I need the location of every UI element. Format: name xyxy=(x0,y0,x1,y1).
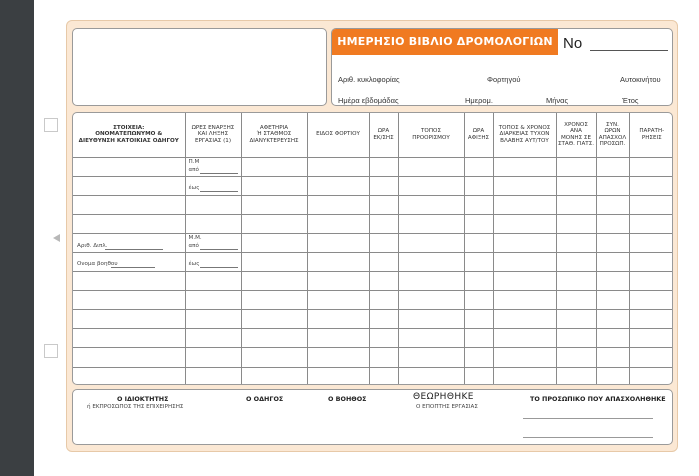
table-cell[interactable] xyxy=(556,214,596,233)
pm-label: Μ.Μ. xyxy=(188,234,202,241)
table-cell[interactable] xyxy=(596,214,629,233)
table-cell[interactable] xyxy=(241,291,307,310)
column-header-text: ΑΦΕΤΗΡΙΑ xyxy=(259,124,289,131)
table-cell[interactable] xyxy=(596,233,629,252)
truck-label: Φορτηγού xyxy=(487,75,521,84)
table-cell[interactable] xyxy=(307,348,369,367)
table-cell[interactable] xyxy=(369,367,398,385)
table-cell[interactable] xyxy=(241,348,307,367)
table-cell[interactable] xyxy=(556,176,596,195)
table-cell[interactable] xyxy=(185,214,241,233)
table-cell[interactable] xyxy=(398,157,464,176)
table-cell[interactable] xyxy=(369,329,398,348)
table-cell[interactable] xyxy=(464,157,493,176)
column-header xyxy=(629,113,673,157)
table-cell[interactable] xyxy=(629,367,673,385)
column-header-text: ΤΟΠΟΣ & ΧΡΟΝΟΣ xyxy=(498,124,551,131)
table-cell[interactable] xyxy=(464,367,493,385)
table-cell[interactable] xyxy=(185,157,241,176)
table-row xyxy=(73,348,673,367)
table-cell[interactable] xyxy=(73,348,185,367)
column-header-text: ΑΠΑΣΧΟΛ xyxy=(598,134,627,141)
table-cell[interactable] xyxy=(493,310,556,329)
table-cell[interactable] xyxy=(307,310,369,329)
fill-line xyxy=(111,267,155,268)
table-cell[interactable] xyxy=(629,329,673,348)
table-cell[interactable] xyxy=(398,348,464,367)
table-cell[interactable] xyxy=(398,329,464,348)
table-row xyxy=(73,310,673,329)
to-label: έως xyxy=(188,260,200,267)
form-sheet xyxy=(66,20,678,452)
table-cell[interactable] xyxy=(629,214,673,233)
table-cell[interactable] xyxy=(73,367,185,385)
table-cell[interactable] xyxy=(307,272,369,291)
column-header xyxy=(493,113,556,157)
column-header-text: ΠΡΟΣΩΠ. xyxy=(599,141,626,148)
column-header xyxy=(596,113,629,157)
table-cell[interactable] xyxy=(464,252,493,271)
table-cell[interactable] xyxy=(493,195,556,214)
table-cell[interactable] xyxy=(73,195,185,214)
column-header xyxy=(241,113,307,157)
weekday-label: Ημέρα εβδομάδας xyxy=(338,96,399,105)
table-row xyxy=(73,291,673,310)
table-cell[interactable] xyxy=(73,310,185,329)
table-cell[interactable] xyxy=(241,157,307,176)
table-cell[interactable] xyxy=(398,176,464,195)
table-cell[interactable] xyxy=(596,195,629,214)
table-row xyxy=(73,176,673,195)
table-cell[interactable] xyxy=(398,195,464,214)
table-cell[interactable] xyxy=(398,252,464,271)
table-cell[interactable] xyxy=(464,310,493,329)
table-cell[interactable] xyxy=(307,233,369,252)
routes-grid xyxy=(73,113,673,385)
punch-hole xyxy=(44,344,58,358)
table-cell[interactable] xyxy=(556,233,596,252)
owner-sub-label: ή ΕΚΠΡΟΣΩΠΟΣ ΤΗΣ ΕΠΙΧΕΙΡΗΣΗΣ xyxy=(87,404,184,410)
table-cell[interactable] xyxy=(493,233,556,252)
table-cell[interactable] xyxy=(241,272,307,291)
to-label: έως xyxy=(188,184,200,191)
table-cell[interactable] xyxy=(629,272,673,291)
table-cell[interactable] xyxy=(185,272,241,291)
table-row xyxy=(73,367,673,385)
table-cell[interactable] xyxy=(185,233,241,252)
table-cell[interactable] xyxy=(493,272,556,291)
table-cell[interactable] xyxy=(398,367,464,385)
date-label: Ημερομ. xyxy=(465,96,493,105)
fill-line xyxy=(105,249,163,250)
table-cell[interactable] xyxy=(493,214,556,233)
table-cell[interactable] xyxy=(185,176,241,195)
table-cell[interactable] xyxy=(73,272,185,291)
table-cell[interactable] xyxy=(73,329,185,348)
fill-line xyxy=(200,267,238,268)
table-cell[interactable] xyxy=(629,348,673,367)
table-cell[interactable] xyxy=(493,176,556,195)
table-cell[interactable] xyxy=(73,176,185,195)
table-cell[interactable] xyxy=(629,233,673,252)
column-header xyxy=(73,113,185,157)
column-header-text: ΧΡΟΝΟΣ ΑΝΑ xyxy=(564,121,588,135)
table-cell[interactable] xyxy=(596,329,629,348)
table-cell[interactable] xyxy=(629,291,673,310)
table-cell[interactable] xyxy=(241,367,307,385)
signature-area xyxy=(72,389,673,445)
company-stamp-area xyxy=(72,28,327,106)
table-cell[interactable] xyxy=(73,157,185,176)
column-header xyxy=(185,113,241,157)
table-cell[interactable] xyxy=(556,252,596,271)
column-header xyxy=(398,113,464,157)
table-cell[interactable] xyxy=(241,252,307,271)
number-label: No xyxy=(563,35,583,52)
table-cell[interactable] xyxy=(185,367,241,385)
table-cell[interactable] xyxy=(596,272,629,291)
table-cell[interactable] xyxy=(556,310,596,329)
table-cell[interactable] xyxy=(493,348,556,367)
vehicle-label: Αυτοκινήτου xyxy=(620,75,661,84)
table-cell[interactable] xyxy=(464,291,493,310)
table-cell[interactable] xyxy=(307,195,369,214)
table-cell[interactable] xyxy=(493,252,556,271)
year-label: Έτος xyxy=(622,96,639,105)
table-cell[interactable] xyxy=(398,272,464,291)
license-number-label: Αριθ. Διπλ. xyxy=(77,242,108,249)
table-cell[interactable] xyxy=(556,348,596,367)
table-cell[interactable] xyxy=(185,348,241,367)
form-header xyxy=(331,28,673,106)
table-cell[interactable] xyxy=(307,367,369,385)
table-cell[interactable] xyxy=(596,252,629,271)
inspector-label: Ο ΕΠΟΠΤΗΣ ΕΡΓΑΣΙΑΣ xyxy=(416,404,478,410)
table-cell[interactable] xyxy=(185,195,241,214)
table-row xyxy=(73,195,673,214)
table-cell[interactable] xyxy=(629,310,673,329)
table-cell[interactable] xyxy=(629,195,673,214)
table-cell[interactable] xyxy=(185,310,241,329)
table-cell[interactable] xyxy=(241,310,307,329)
month-label: Μήνας xyxy=(546,96,569,105)
table-cell[interactable] xyxy=(464,214,493,233)
column-header-text: ΔΙΑΝΥΚΤΕΡΕΥΣΗΣ xyxy=(249,138,299,145)
column-header-text: ΩΡΑ xyxy=(377,128,390,135)
table-cell[interactable] xyxy=(398,291,464,310)
table-cell[interactable] xyxy=(556,291,596,310)
from-label: από xyxy=(188,242,199,249)
column-header-text: ΒΛΑΒΗΣ ΑΥΤ/ΤΟΥ xyxy=(500,138,549,145)
punch-hole xyxy=(44,118,58,132)
table-cell[interactable] xyxy=(73,214,185,233)
table-cell[interactable] xyxy=(556,272,596,291)
table-cell[interactable] xyxy=(556,329,596,348)
table-row xyxy=(73,233,673,252)
fold-mark xyxy=(53,234,60,242)
column-header-text: ΠΑΡΑΤΗ- xyxy=(639,128,665,135)
table-cell[interactable] xyxy=(493,291,556,310)
table-cell[interactable] xyxy=(464,233,493,252)
table-row xyxy=(73,272,673,291)
column-header-text: ΕΡΓΑΣΙΑΣ (1) xyxy=(194,138,232,145)
table-row xyxy=(73,157,673,176)
table-cell[interactable] xyxy=(556,157,596,176)
table-cell[interactable] xyxy=(369,252,398,271)
table-row xyxy=(73,214,673,233)
table-cell[interactable] xyxy=(464,348,493,367)
staff-label: ΤΟ ΠΡΟΣΩΠΙΚΟ ΠΟΥ ΑΠΑΣΧΟΛΗΘΗΚΕ xyxy=(530,395,666,403)
driver-label: Ο ΟΔΗΓΟΣ xyxy=(246,395,284,403)
table-cell[interactable] xyxy=(241,233,307,252)
table-cell[interactable] xyxy=(185,329,241,348)
staff-line xyxy=(523,418,653,419)
column-header xyxy=(307,113,369,157)
fill-line xyxy=(200,249,238,250)
column-header-text: ΣΤΟΙΧΕΙΑ: xyxy=(113,124,145,131)
column-header-text: ΣΥΝ. ΩΡΩΝ xyxy=(604,121,621,135)
table-header-row xyxy=(73,113,673,157)
table-cell[interactable] xyxy=(596,310,629,329)
table-cell[interactable] xyxy=(241,214,307,233)
table-cell[interactable] xyxy=(369,348,398,367)
table-cell[interactable] xyxy=(369,157,398,176)
table-cell[interactable] xyxy=(307,252,369,271)
table-cell[interactable] xyxy=(241,195,307,214)
table-cell[interactable] xyxy=(493,157,556,176)
table-cell[interactable] xyxy=(596,348,629,367)
table-cell[interactable] xyxy=(369,195,398,214)
table-cell[interactable] xyxy=(307,214,369,233)
column-header xyxy=(556,113,596,157)
table-cell[interactable] xyxy=(596,291,629,310)
column-header-text: ΔΙΑΡΚΕΙΑΣ ΤΥΧΟΝ xyxy=(499,131,550,138)
table-cell[interactable] xyxy=(307,291,369,310)
table-cell[interactable] xyxy=(464,176,493,195)
table-cell[interactable] xyxy=(73,252,185,271)
column-header-text: ΩΡΕΣ ΕΝΑΡΞΗΣ xyxy=(191,124,235,131)
from-label: από xyxy=(188,166,199,173)
inspected-label: ΘΕΩΡΗΘΗΚΕ xyxy=(413,392,474,402)
table-cell[interactable] xyxy=(596,367,629,385)
table-cell[interactable] xyxy=(629,176,673,195)
column-header-text: Ή ΣΤΑΘΜΟΣ xyxy=(256,131,292,138)
table-cell[interactable] xyxy=(464,195,493,214)
column-header xyxy=(464,113,493,157)
table-cell[interactable] xyxy=(369,291,398,310)
plate-number-label: Αριθ. κυκλοφορίας xyxy=(338,75,400,84)
table-cell[interactable] xyxy=(398,233,464,252)
table-cell[interactable] xyxy=(398,310,464,329)
column-header-text: ΠΡΟΟΡΙΣΜΟΥ xyxy=(412,134,450,141)
table-cell[interactable] xyxy=(369,233,398,252)
table-cell[interactable] xyxy=(596,157,629,176)
number-field-line xyxy=(590,50,668,51)
binding-strip xyxy=(0,0,34,476)
column-header-text: ΕΙΔΟΣ ΦΟΡΤΙΟΥ xyxy=(316,131,360,138)
table-cell[interactable] xyxy=(73,233,185,252)
table-cell[interactable] xyxy=(369,176,398,195)
table-row xyxy=(73,329,673,348)
column-header-text: ΔΙΕΥΘΥΝΣΗ ΚΑΤΟΙΚΙΑΣ ΟΔΗΓΟΥ xyxy=(78,138,179,145)
column-header-text: ΤΟΠΟΣ xyxy=(421,128,441,135)
staff-line xyxy=(523,437,653,438)
column-header-text: ΚΑΙ ΛΗΞΗΣ xyxy=(197,131,229,138)
table-cell[interactable] xyxy=(307,157,369,176)
table-cell[interactable] xyxy=(556,195,596,214)
assistant-signature-label: Ο ΒΟΗΘΟΣ xyxy=(328,395,367,403)
table-cell[interactable] xyxy=(73,291,185,310)
owner-label: Ο ΙΔΙΟΚΤΗΤΗΣ xyxy=(117,395,169,403)
table-cell[interactable] xyxy=(398,214,464,233)
table-cell[interactable] xyxy=(556,367,596,385)
table-cell[interactable] xyxy=(307,176,369,195)
column-header-text: ΕΚ/ΣΗΣ xyxy=(373,134,394,141)
column-header xyxy=(369,113,398,157)
table-cell[interactable] xyxy=(596,176,629,195)
column-header-text: ΑΦΙΞΗΣ xyxy=(467,134,490,141)
table-cell[interactable] xyxy=(241,176,307,195)
column-header-text: ΟΝΟΜΑΤΕΠΩΝΥΜΟ & xyxy=(95,131,163,138)
column-header-text: ΡΗΣΕΙΣ xyxy=(641,134,662,141)
am-label: Π.Μ xyxy=(188,158,200,165)
table-cell[interactable] xyxy=(241,329,307,348)
table-cell[interactable] xyxy=(493,367,556,385)
table-cell[interactable] xyxy=(185,291,241,310)
table-cell[interactable] xyxy=(185,252,241,271)
table-row xyxy=(73,252,673,271)
column-header-text: ΣΤΑΘ. ΓΙΑΤΣ. xyxy=(557,141,595,148)
routes-table xyxy=(72,112,673,385)
fill-line xyxy=(200,191,238,192)
table-cell[interactable] xyxy=(369,214,398,233)
assistant-name-label: Ονομα βοηθου xyxy=(77,260,118,267)
table-cell[interactable] xyxy=(493,329,556,348)
fill-line xyxy=(200,173,238,174)
table-cell[interactable] xyxy=(629,252,673,271)
table-cell[interactable] xyxy=(629,157,673,176)
table-cell[interactable] xyxy=(464,329,493,348)
table-cell[interactable] xyxy=(369,310,398,329)
form-title: ΗΜΕΡΗΣΙΟ ΒΙΒΛΙΟ ΔΡΟΜΟΛΟΓΙΩΝ xyxy=(332,29,558,55)
column-header-text: ΜΟΝΗΣ ΣΕ xyxy=(560,134,591,141)
table-cell[interactable] xyxy=(307,329,369,348)
table-cell[interactable] xyxy=(464,272,493,291)
column-header-text: ΩΡΑ xyxy=(472,128,485,135)
table-cell[interactable] xyxy=(369,272,398,291)
